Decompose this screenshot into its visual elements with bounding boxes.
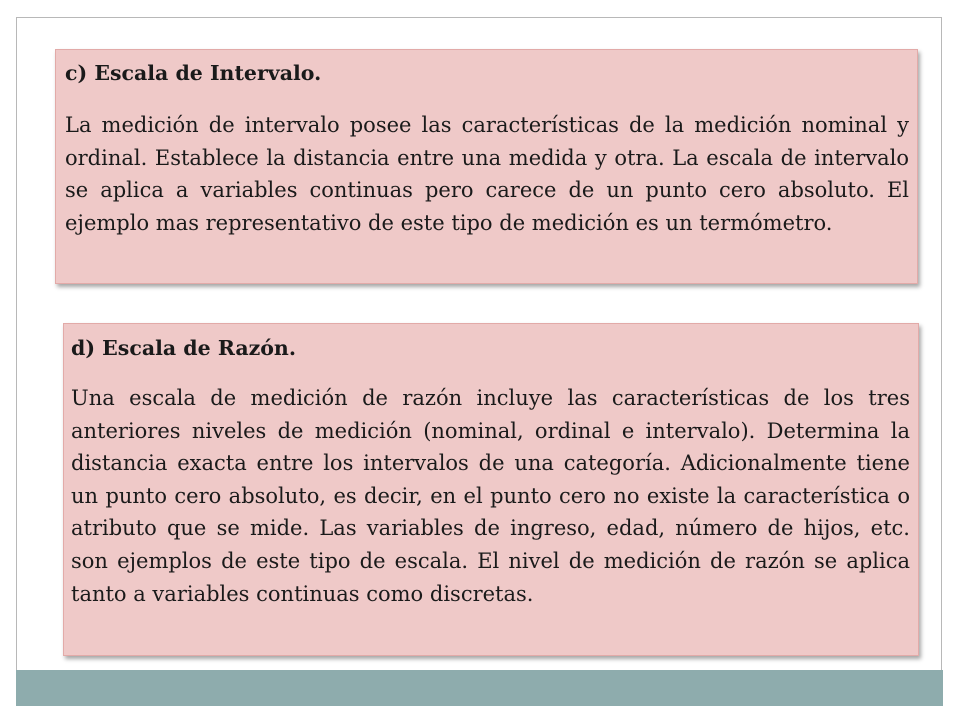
ratio-scale-body: Una escala de medición de razón incluye las características de los tres anteriores niveles de medición (nominal, ordinal e intervalo). Determina la distancia exacta entre los intervalos de una categoría. Adicionalmente tiene un punto cero absoluto, es decir, en el punto cero no existe la característica o atributo que se mide. Las variables de ingreso, edad, número de hijos, etc. son ejemplos de este tipo de escala. El nivel de medición de razón se aplica tanto a variables continuas como discretas. (71, 386, 910, 606)
ratio-scale-heading: d) Escala de Razón. (71, 336, 296, 360)
interval-scale-body: La medición de intervalo posee las características de la medición nominal y ordinal. Establece la distancia entre una medida y otra. La escala de intervalo se aplica a variables continuas pero carece de un punto cero absoluto. El ejemplo mas representativo de este tipo de medición es un termómetro. (65, 113, 909, 235)
ratio-scale-box (63, 323, 919, 656)
footer-bar (16, 670, 943, 706)
interval-scale-box (55, 49, 918, 284)
interval-scale-heading: c) Escala de Intervalo. (65, 61, 322, 85)
